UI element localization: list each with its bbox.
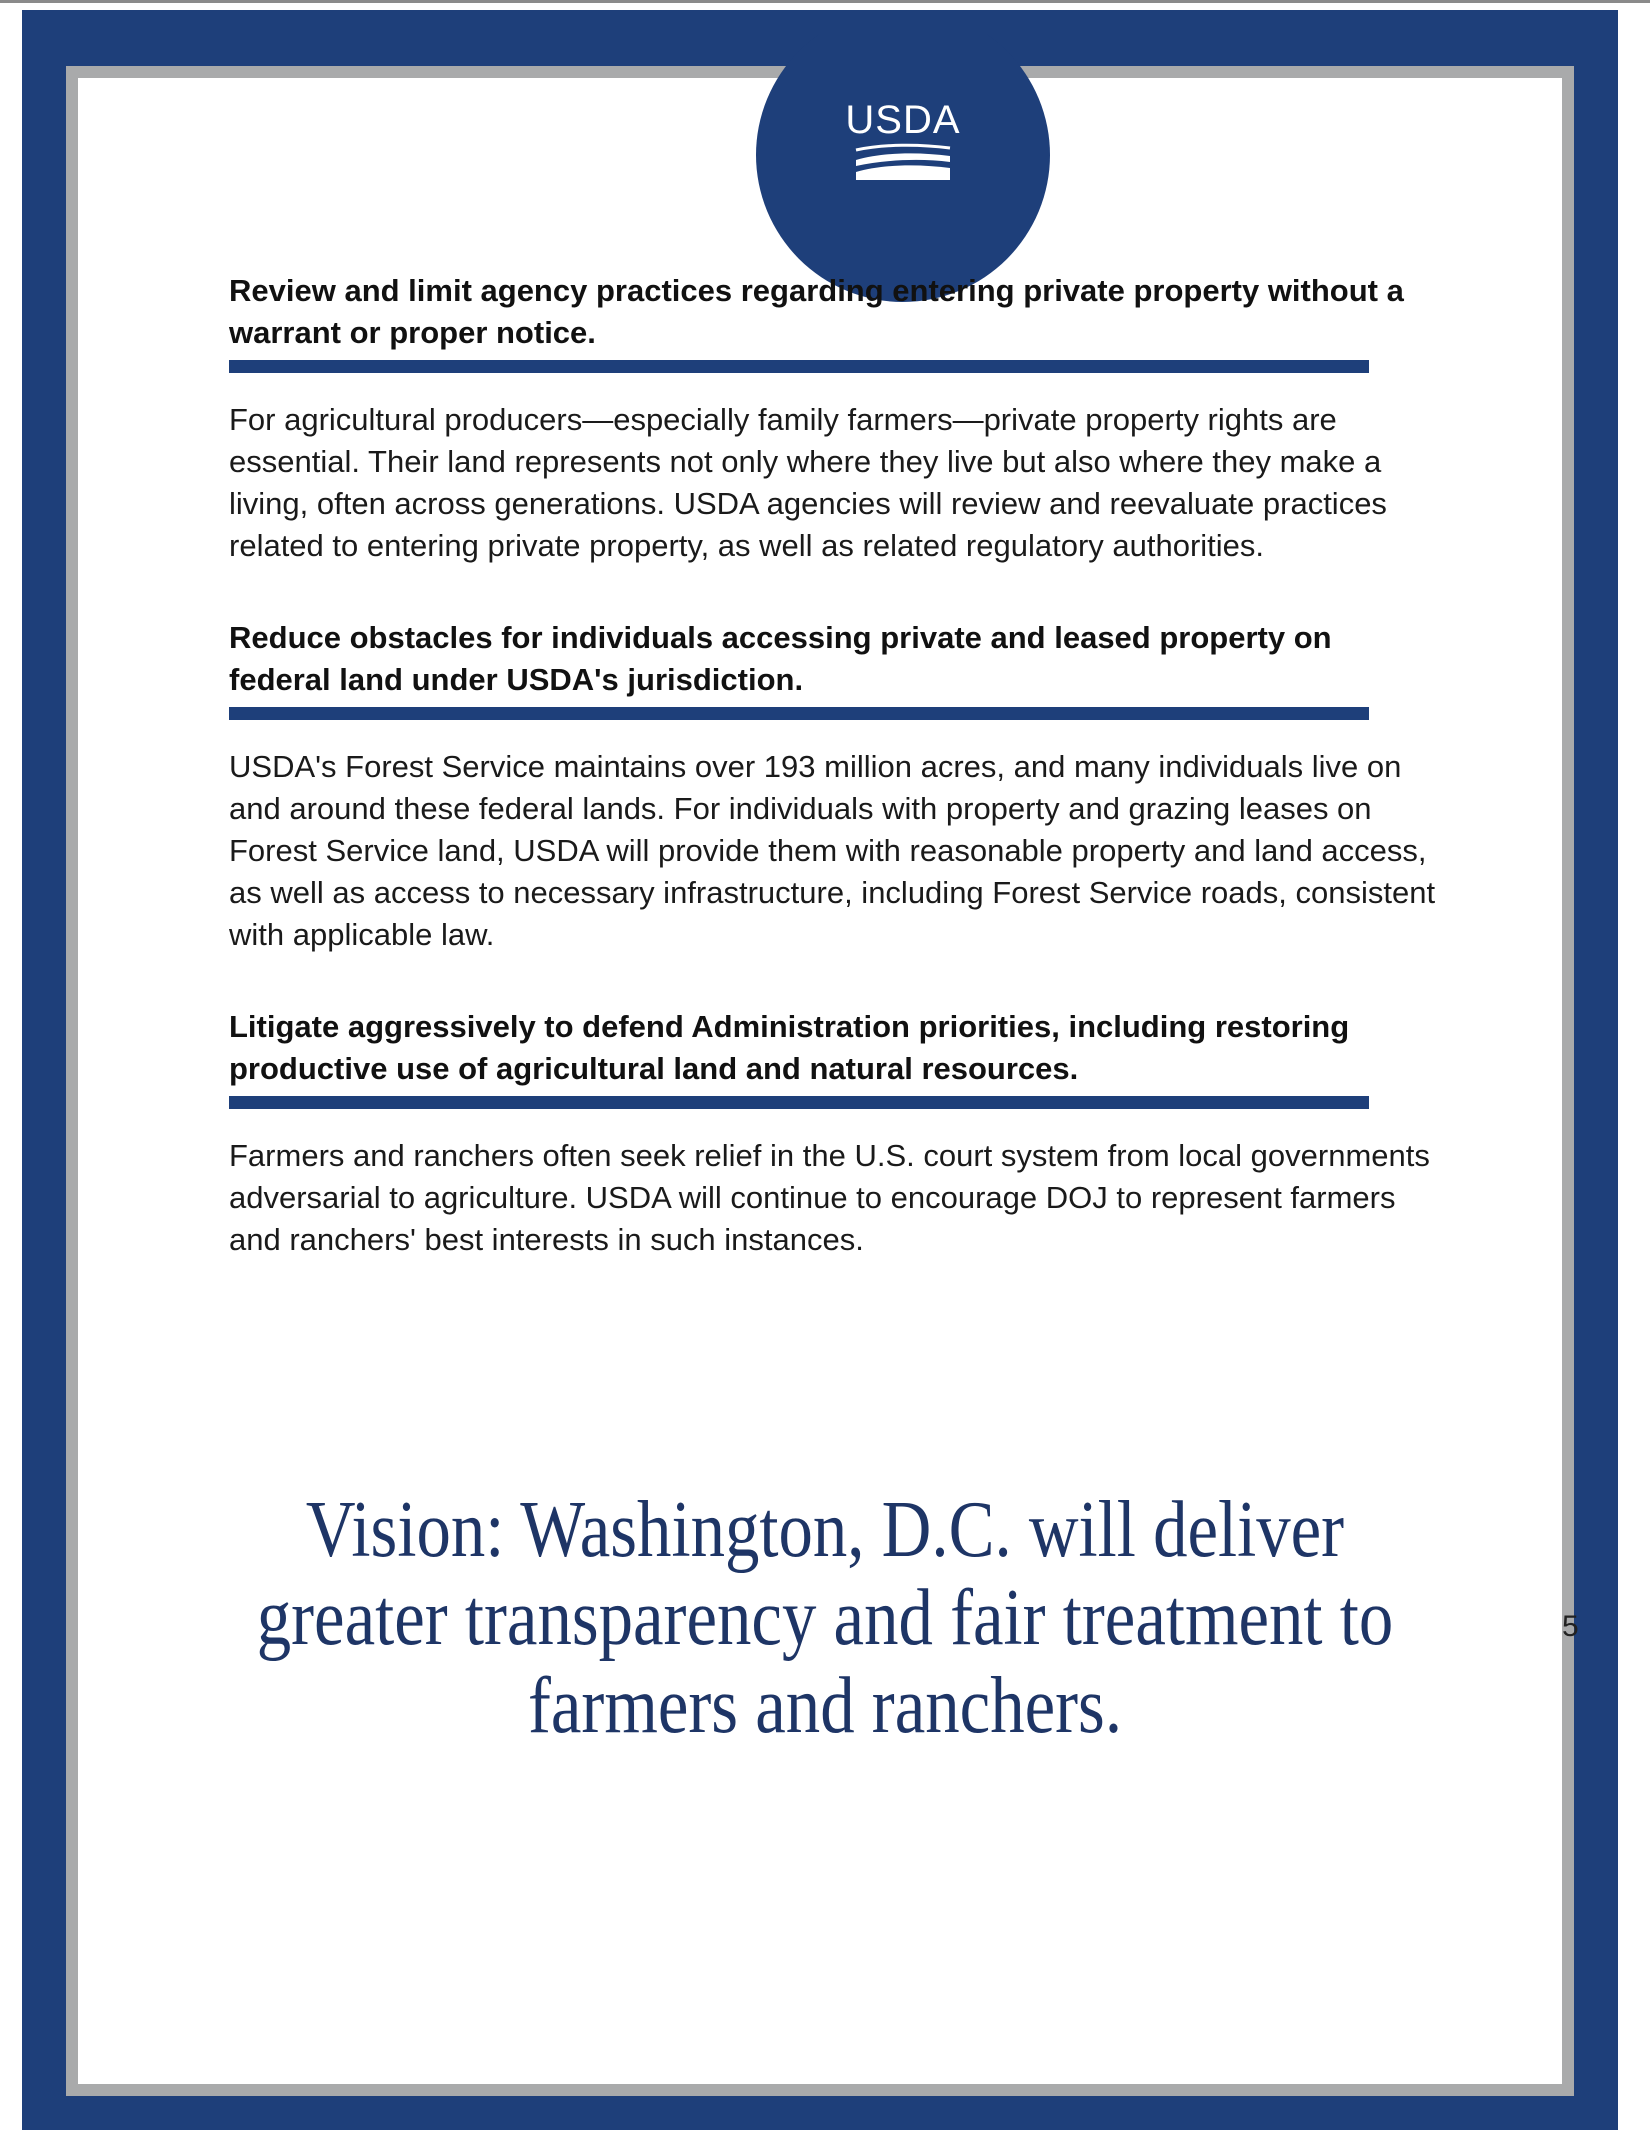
section-body: For agricultural producers—especially family farmers—private property rights are essential. Their land represents not only where they live but also where they make a living, often across generations. USDA agencies will review and reevaluate practices related to entering private property, as well as related regulatory authorities.	[229, 402, 1387, 563]
section-heading: Litigate aggressively to defend Administration priorities, including restoring productive use of agricultural land and natural resources.	[229, 1009, 1350, 1086]
section-private-property	[229, 270, 1439, 567]
scan-edge-line	[0, 0, 1650, 3]
section-rule	[229, 360, 1369, 373]
section-heading: Reduce obstacles for individuals accessing private and leased property on federal land under USDA's jurisdiction.	[229, 620, 1332, 697]
section-litigation	[229, 1006, 1439, 1261]
main-content	[229, 270, 1439, 1261]
vision-statement: Vision: Washington, D.C. will deliver greater transparency and fair treatment to farmers and ranchers.	[256, 1486, 1394, 1750]
section-body: Farmers and ranchers often seek relief in the U.S. court system from local governments adversarial to agriculture. USDA will continue to encourage DOJ to represent farmers and ranchers' best interests in such instances.	[229, 1138, 1430, 1257]
section-heading: Review and limit agency practices regarding entering private property without a warrant or proper notice.	[229, 273, 1404, 350]
section-body: USDA's Forest Service maintains over 193 million acres, and many individuals live on and around these federal lands. For individuals with property and grazing leases on Forest Service land, USDA will provide them with reasonable property and land access, as well as access to necessary infrastructure, including Forest Service roads, consistent with applicable law.	[229, 749, 1436, 952]
usda-wave-logo-icon	[854, 142, 952, 182]
usda-logo-badge	[756, 34, 1050, 302]
section-rule	[229, 707, 1369, 720]
section-rule	[229, 1096, 1369, 1109]
usda-logo-text: USDA	[845, 98, 961, 142]
page-number: 5	[1562, 1610, 1579, 1643]
section-federal-land-access	[229, 617, 1439, 956]
